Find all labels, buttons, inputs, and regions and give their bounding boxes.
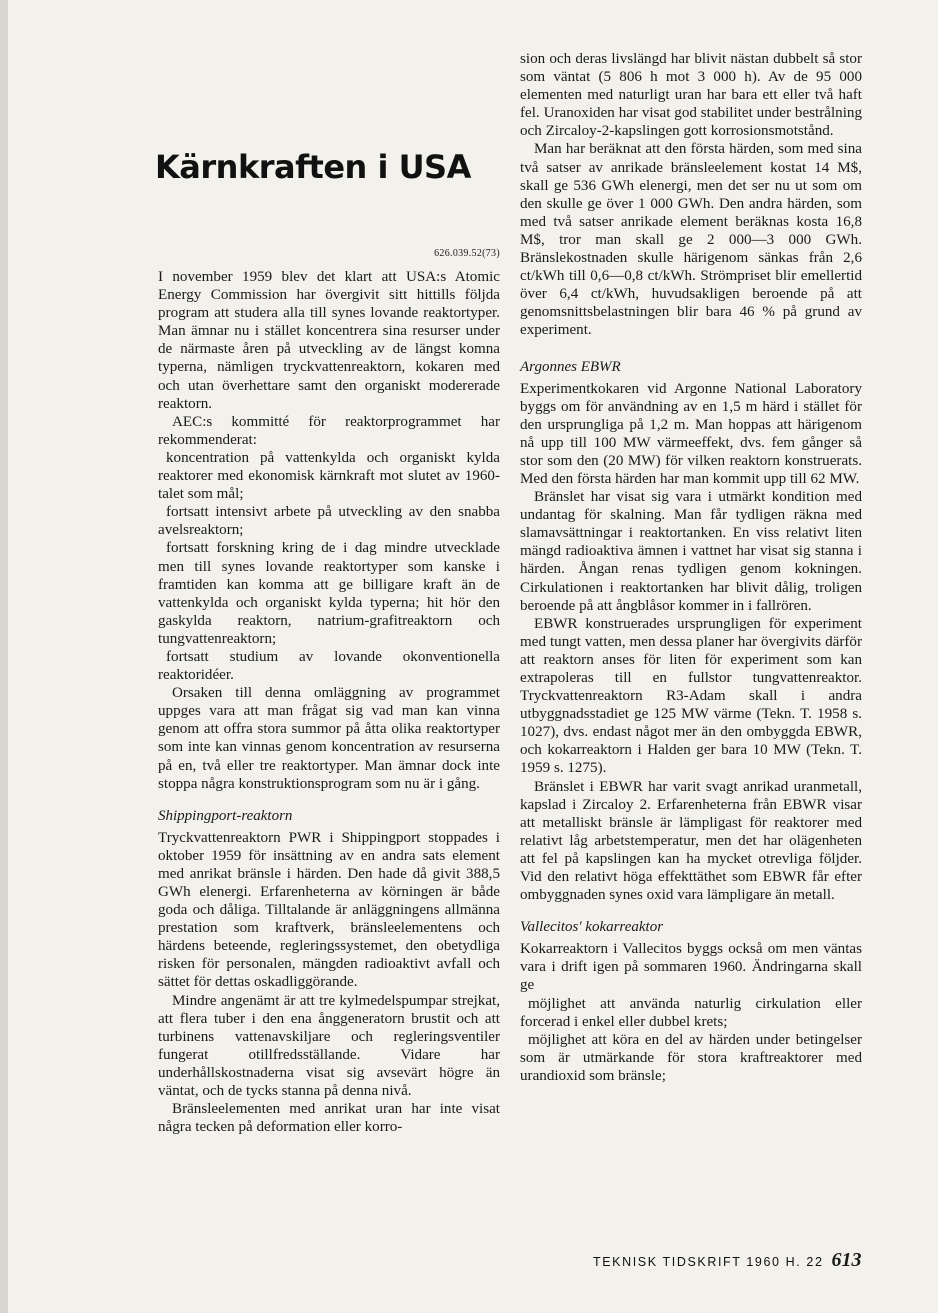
shippingport-paragraph: Bränsleelementen med anrikat uran har inte visat några tecken på deformation eller korro- — [158, 1101, 500, 1136]
continued-paragraph: sion och deras livslängd har blivit nästan dubbelt så stor som väntat (5 806 h mot 3 000 h). Av de 95 000 elementen med naturligt uran har bara ett eller två haft fel. Uranoxiden har visat god stabilitet under bestrålning och Zircaloy-2-kapslingen gott korrosionsmotstånd. — [520, 51, 862, 140]
recommendation-item: fortsatt studium av lovande okonventionella reaktoridéer. — [158, 648, 500, 684]
vallecitos-item: möjlighet att använda naturlig cirkulation eller forcerad i enkel eller dubbel krets; — [520, 995, 862, 1030]
argonne-paragraph: Bränslet i EBWR har varit svagt anrikad uranmetall, kapslad i Zircaloy 2. Erfarenheterna från EBWR visar att metalliskt bränsle är lämpligast för reaktorer med relativt låg arbetstemperatur, men det har olägenheten att fel på kapslingen kan ha mycket otrevliga följder. Vid den relativt höga effekttäthet som EBWR får efter ombyggnaden synes oxid vara lämpligare än metall. — [520, 778, 862, 904]
recommendation-item: fortsatt forskning kring de i dag mindre utvecklade men till synes lovande reaktortyper som kanske i framtiden kan komma att ge billigare kraft än de vattenkylda och organiskt kylda typerna; hit hör den gaskylda reaktorn, natrium-grafitreaktorn och tungvattenreaktorn; — [158, 540, 500, 647]
recommendation-item: koncentration på vattenkylda och organiskt kylda reaktorer med ekonomisk kärnkraft mot slutet av 1960-talet som mål; — [158, 449, 500, 503]
shippingport-paragraph: Tryckvattenreaktorn PWR i Shippingport stoppades i oktober 1959 för insättning av en andra sats element med anrikat bränsle i härden. Den hade då givit 388,5 GWh elenergi. Erfarenheterna av körningen är både goda och dåliga. Tilltalande är anläggningens allmänna prestation som kraftverk, bränsleelementens och härdens beteende, regleringssystemet, den obetydliga risken för personalen, mängden radioaktivt avfall och sättet för dettas oskadliggörande. — [158, 829, 500, 991]
journal-name: TEKNISK TIDSKRIFT 1960 H. 22 — [593, 1255, 824, 1269]
argonne-paragraph: Experimentkokaren vid Argonne National Laboratory byggs om för användning av en 1,5 m härd i stället för den ursprungliga på 1,2 m. Man hoppas att härigenom nå upp till 100 MW värmeeffekt, dvs. fem gånger så stor som den (20 MW) för vilken reaktorn konstruerats. Med den första härden har man kommit upp till 62 MW. — [520, 380, 862, 487]
vallecitos-item: möjlighet att köra en del av härden under betingelser som är utmärkande för stora kraftreaktorer med urandioxid som bränsle; — [520, 1031, 862, 1084]
page-number: 613 — [831, 1249, 862, 1271]
page-footer — [593, 1249, 862, 1272]
intro-paragraph: I november 1959 blev det klart att USA:s Atomic Energy Commission har övergivit sitt hittills följda program att studera alla till synes lovande reaktortyper. Man ämnar nu i stället koncentrera sina resurser under de närmaste åren på utveckling av de längst komna typerna, nämligen tryckvattenreaktorn, kokaren med och utan överhettare samt den organiskt modererade reaktorn. — [158, 269, 500, 412]
page-edge — [0, 0, 8, 1313]
vallecitos-heading: Vallecitos' kokarreaktor — [520, 919, 664, 936]
aec-intro-paragraph: AEC:s kommitté för reaktorprogrammet har rekommenderat: — [158, 413, 500, 448]
left-column — [158, 248, 500, 1136]
argonne-paragraph: EBWR konstruerades ursprungligen för experiment med tungt vatten, men dessa planer har övergivits därför att reaktorn anses för liten för experiment som kan extrapoleras till en fullstor tungvattenreaktor. Tryckvattenreaktorn R3-Adam skall i andra utbyggnadsstadiet ge 125 MW värme (Tekn. T. 1958 s. 1027), dvs. endast något mer än den ombyggda EBWR, och kokarreaktorn i Halden ger bara 10 MW (Tekn. T. 1959 s. 1275). — [520, 615, 862, 777]
cost-paragraph: Man har beräknat att den första härden, som med sina två satser av anrikade bränsleelement kostat 14 M$, skall ge 536 GWh elenergi, men det ser nu ut som om den skulle ge över 1 000 GWh. Den andra härden, som med två satser anrikade element beräknas kosta 16,8 M$, tror man skall ge 2 000—3 000 GWh. Bränslekostnaden skulle härigenom sänkas från 2,6 ct/kWh till 0,6—0,8 ct/kWh. Strömpriset blir emellertid över 6,4 ct/kWh, huvudsakligen beroende på att genomsnittsbelastningen blir bara 46 % på grund av experiment. — [520, 141, 862, 339]
shippingport-heading: Shippingport-reaktorn — [158, 807, 293, 824]
recommendation-item: fortsatt intensivt arbete på utveckling av den snabba avelsreaktorn; — [158, 504, 500, 539]
reason-paragraph: Orsaken till denna omläggning av programmet uppges vara att man frågat sig vad man kan vinna genom att offra stora summor på åtta olika reaktortyper som inte kan vinnas genom koncentration av resurserna på en, två eller tre reaktortyper. Man ämnar dock inte stoppa några konstruktionsprogram som nu är i gång. — [158, 685, 500, 792]
argonne-paragraph: Bränslet har visat sig vara i utmärkt kondition med undantag för skalning. Man får tydligen räkna med slamavsättningar i reaktortanken. En viss relativt liten mängd radioaktiva ämnen i vattnet har visat sig stanna i härden. Ångan renas tydligen genom kokningen. Cirkulationen i reaktortanken har blivit dålig, troligen beroende på att ångblåsor kommer in i fallrören. — [520, 489, 862, 614]
right-column — [520, 50, 862, 1085]
argonne-heading: Argonnes EBWR — [520, 358, 621, 375]
classification-code: 626.039.52(73) — [434, 248, 500, 259]
vallecitos-paragraph: Kokarreaktorn i Vallecitos byggs också om men väntas vara i drift igen på sommaren 1960. Ändringarna skall ge — [520, 941, 862, 994]
article-title: Kärnkraften i USA — [155, 148, 471, 186]
shippingport-paragraph: Mindre angenämt är att tre kylmedelspumpar strejkat, att flera tuber i den ena ånggeneratorn brustit och att turbinens vattenavskiljare och regleringsventiler fungerat otillfredsställande. Vidare har underhållskostnaderna visat sig avsevärt högre än väntat, och de tycks stanna på denna nivå. — [158, 992, 500, 1100]
